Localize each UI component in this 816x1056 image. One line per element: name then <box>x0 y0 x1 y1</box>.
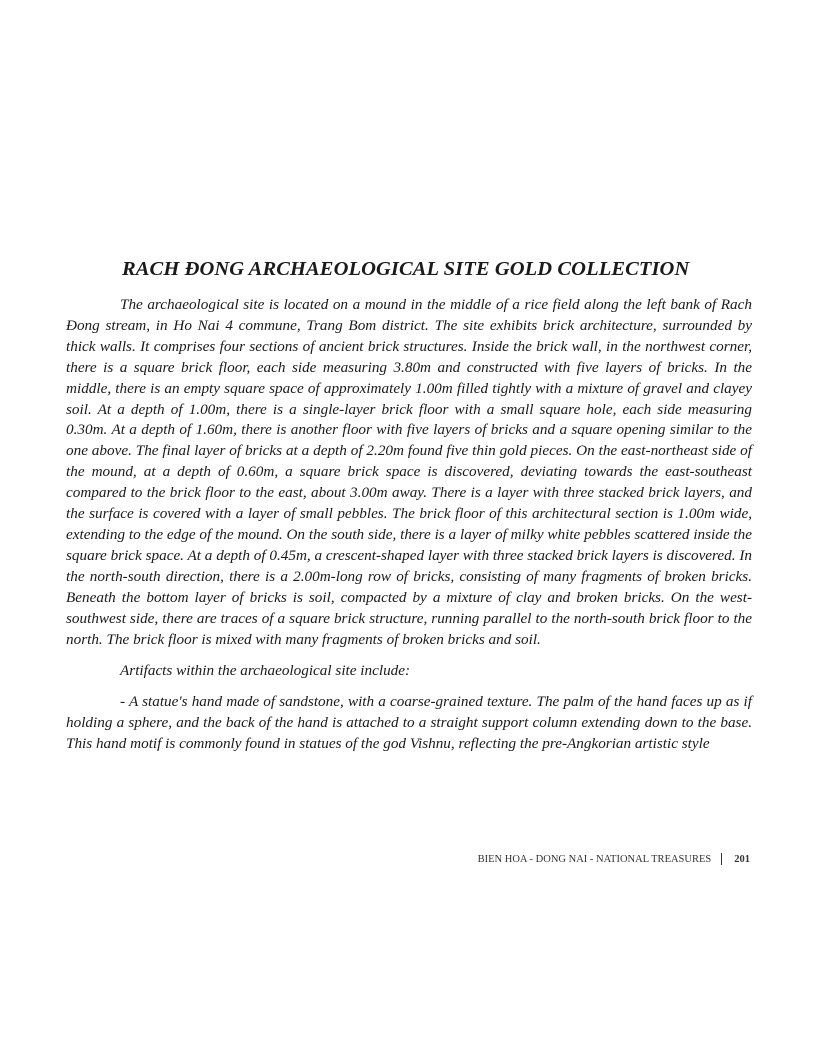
paragraph-artifacts-intro: Artifacts within the archaeological site include: <box>120 662 411 680</box>
page-number: 201 <box>734 853 750 865</box>
page-title: RACH ĐONG ARCHAEOLOGICAL SITE GOLD COLLECTION <box>122 258 690 280</box>
paragraph-artifact-statue-hand: - A statue's hand made of sandstone, with a coarse-grained texture. The palm of the hand faces up as if holding a sphere, and the back of the hand is attached to a straight support column extending down to the base. This hand motif is commonly found in statues of the god Vishnu, reflecting the pre-Angkorian artistic style <box>66 693 752 753</box>
running-title: BIEN HOA - DONG NAI - NATIONAL TREASURES <box>477 853 712 865</box>
paragraph-site-description: The archaeological site is located on a mound in the middle of a rice field along the left bank of Rach Đong stream, in Ho Nai 4 commune, Trang Bom district. The site exhibits brick architecture, surrounded by thick walls. It comprises four sections of ancient brick structures. Inside the brick wall, in the northwest corner, there is a square brick floor, each side measuring 3.80m and constructed with five layers of bricks. In the middle, there is an empty square space of approximately 1.00m filled tightly with a mixture of gravel and clayey soil. At a depth of 1.00m, there is a single-layer brick floor with a small square hole, each side measuring 0.30m. At a depth of 1.60m, there is another floor with five layers of bricks and a square opening similar to the one above. The final layer of bricks at a depth of 2.20m found five thin gold pieces. On the east-northeast side of the mound, at a depth of 0.60m, a square brick space is discovered, deviating towards the east-southeast compared to the brick floor to the east, about 3.00m away. There is a layer with three stacked brick layers, and the surface is covered with a layer of small pebbles. The brick floor of this architectural section is 1.00m wide, extending to the edge of the mound. On the south side, there is a layer of milky white pebbles scattered inside the square brick space. At a depth of 0.45m, a crescent-shaped layer with three stacked brick layers is discovered. In the north-south direction, there is a 2.00m-long row of bricks, consisting of many fragments of broken bricks. Beneath the bottom layer of bricks is soil, compacted by a mixture of clay and broken bricks. On the west-southwest side, there are traces of a square brick structure, running parallel to the north-south brick floor to the north. The brick floor is mixed with many fragments of broken bricks and soil. <box>66 296 752 648</box>
footer-divider <box>721 853 722 865</box>
page-footer <box>478 853 750 865</box>
body-text <box>66 295 752 765</box>
